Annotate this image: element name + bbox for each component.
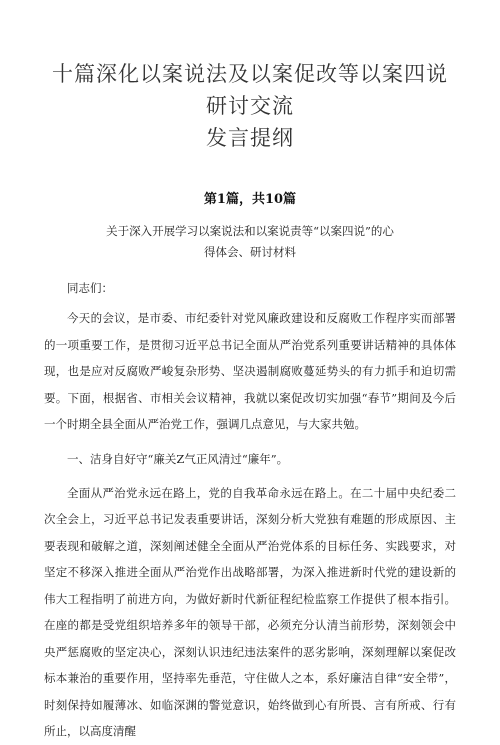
document-title-line-2: 发言提纲 (206, 126, 294, 150)
salutation: 同志们： (67, 281, 113, 295)
document-title-line-1: 十篇深化以案说法及以案促改等以案四说研讨交流 (52, 62, 448, 118)
document-title (44, 58, 456, 154)
part-heading: 第1篇，共10篇 (203, 192, 297, 207)
body-paragraph-2: 全面从严治党永远在路上，党的自我革命永远在路上。在二十届中央纪委二次全会上，习近平总书记发表重要讲话，深刻分析大党独有难题的形成原因、主要表现和破解之道，深刻阐述健全全面从严治党体系的目标任务、实践要求，对坚定不移深入推进全面从严治党作出战略部署，为深入推进新时代党的建设新的伟大工程指明了前进方向，为做好新时代新征程纪检监察工作提供了根本指引。在座的都是受党组织培养多年的领导干部，必须充分认清当前形势，深刻领会中央严惩腐败的坚定决心，深刻认识违纪违法案件的恶劣影响，深刻理解以案促改标本兼治的重要作用，坚持率先垂范，守住做人之本，系好廉洁自律“安全带”，时刻保持如履薄冰、如临深渊的警觉意识，始终做到心有所畏、言有所戒、行有所止，以高度清醒 (44, 485, 456, 738)
article-subtitle-line-1: 关于深入开展学习以案说法和以案说责等“以案四说”的心 (106, 224, 394, 238)
section-heading-1: 一、洁身自好守“廉关Z气正风清过“廉年”。 (67, 451, 289, 466)
body-paragraph-1: 今天的会议，是市委、市纪委针对党风廉政建设和反腐败工作程序实而部署的一项重要工作，是贯彻习近平总书记全面从严治党系列重要讲话精神的具体体现，也是应对反腐败严峻复杂形势、坚决遏制腐败蔓延势头的有力抓手和迫切需要。下面，根据省、市相关会议精神，我就以案促改切实加强“春节”期间及今后一个时期全县全面从严治党工作，强调几点意见，与大家共勉。 (44, 311, 456, 431)
article-subtitle-line-2: 得体会、研讨材料 (204, 245, 296, 259)
article-subtitle (44, 221, 456, 263)
